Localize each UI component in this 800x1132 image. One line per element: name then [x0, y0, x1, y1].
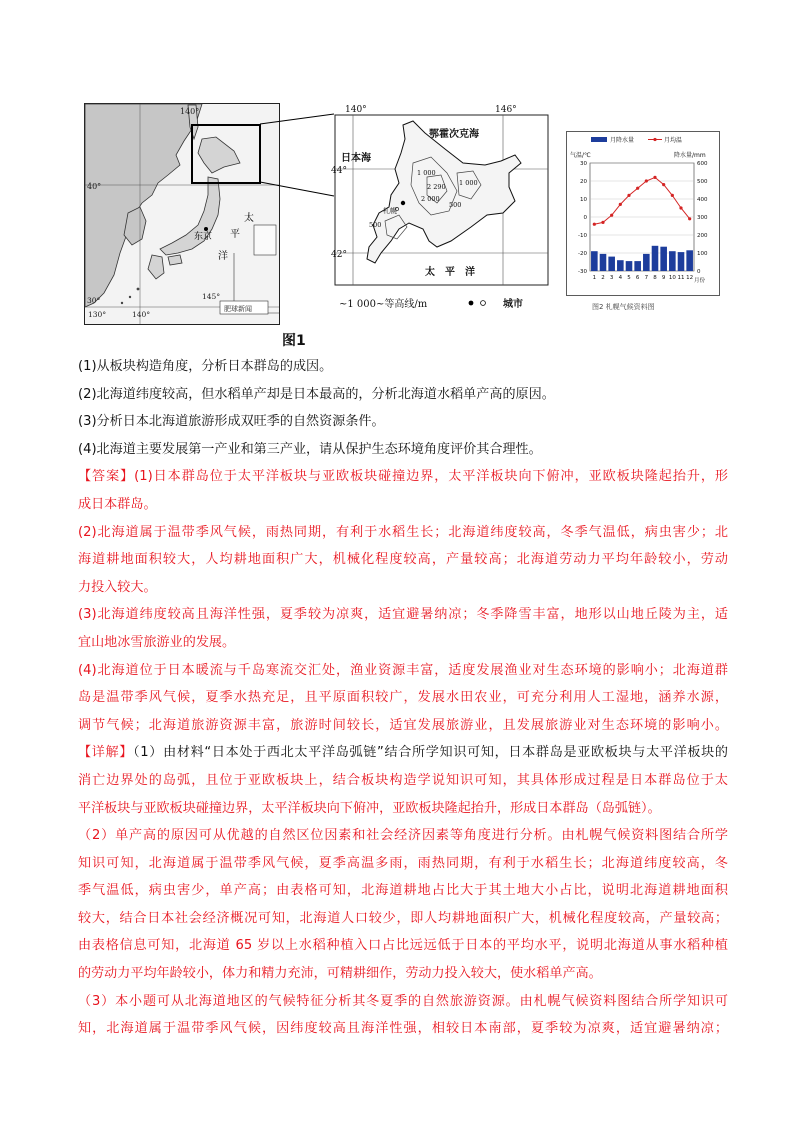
climate-x-unit: 月份 [694, 278, 706, 284]
answer-line: 宜山地冰雪旅游业的发展。 [78, 634, 236, 650]
climate-y-left-label: 气温/℃ [570, 152, 591, 159]
map1-lat-left: 40° [87, 182, 102, 191]
sapporo-climate-chart [566, 131, 720, 315]
detail-line: （3）本小题可从北海道地区的气候特征分析其冬夏季的自然旅游资源。由札幌气候资料图结合所学知识可 [78, 993, 728, 1009]
map1-lon-bottom-1: 130° [88, 310, 107, 319]
detail-line: 由表格信息可知，北海道 65 岁以上水稻种植入口占比远远低于日本的平均水平，说明北海道从事水稻种植 [78, 938, 728, 954]
map2-lon-left: 140° [345, 105, 367, 115]
detail-line: 平洋板块与亚欧板块碰撞边界，太平洋板块向下俯冲，亚欧板块隆起抬升，形成日本群岛（岛弧链）。 [78, 800, 661, 816]
answer-line: (3)北海道纬度较高且海洋性强，夏季较为凉爽，适宜避暑纳凉；冬季降雪丰富，地形以山地丘陵为主，适 [78, 607, 728, 623]
climate-legend-temp: 月均温 [664, 137, 683, 144]
temp-point [688, 217, 691, 220]
question-4: (4)北海道主要发展第一产业和第三产业，请从保护生态环境角度评价其合理性。 [78, 441, 542, 457]
x-tick-label: 8 [653, 275, 657, 281]
x-tick-label: 12 [686, 275, 694, 281]
precip-bar [617, 260, 624, 271]
map1-lon-top: 140° [180, 107, 200, 116]
x-tick-label: 10 [668, 275, 676, 281]
precip-bar [626, 261, 633, 271]
precip-bar [660, 247, 667, 271]
detail-line: 的劳动力平均年龄较小，体力和精力充沛，可精耕细作，劳动力投入较大，使水稻单产高。 [78, 966, 602, 982]
figure-label: 图1 [282, 333, 306, 349]
hokkaido-map [333, 103, 550, 313]
climate-caption: 图2 札幌气候资料图 [592, 303, 655, 311]
temp-point [662, 183, 665, 186]
x-tick-label: 5 [627, 275, 631, 281]
climate-legend-precip: 月降水量 [610, 137, 635, 144]
map1-lat-bottom: 30° [87, 296, 101, 305]
climate-y-right-label: 降水量/mm [674, 152, 706, 159]
y-right-tick-label: 200 [697, 233, 708, 239]
answer-line: 【答案】(1)日本群岛位于太平洋板块与亚欧板块碰撞边界，太平洋板块向下俯冲，亚欧板块隆起抬升，形 [78, 469, 729, 485]
japan-region-map [84, 103, 280, 325]
temp-point [679, 206, 682, 209]
map2-contour-label: 1 000 [417, 169, 436, 177]
temp-point [636, 187, 639, 190]
map1-ocean-char-2: 平 [230, 229, 240, 240]
map2-contour-label: 2 000 [421, 195, 440, 203]
map1-source-label: 肥球新闻 [224, 305, 252, 313]
temp-point [671, 194, 674, 197]
y-right-tick-label: 500 [697, 179, 708, 185]
detail-line: 季气温低，病虫害少，单产高；由表格可知，北海道耕地占比大于其土地大小占比，说明北海道耕地面积 [78, 883, 728, 899]
map2-lat-bottom: 42° [331, 250, 347, 260]
temp-point [627, 194, 630, 197]
answer-line: (4)北海道位于日本暖流与千岛寒流交汇处，渔业资源丰富，适度发展渔业对生态环境的影响小；北海道群 [78, 662, 728, 678]
temp-point [601, 221, 604, 224]
map2-legend-contour: ~1 000~等高线/m [339, 299, 428, 310]
map2-lat-top: 44° [331, 166, 347, 176]
detail-tag: 【详解】 [78, 745, 134, 761]
y-right-tick-label: 400 [697, 197, 708, 203]
map2-contour-label: 500 [369, 221, 382, 229]
map1-lon-bottom-3: 145° [202, 292, 221, 301]
map1-ocean-char-1: 太 [244, 213, 254, 224]
map2-contour-label: 1 000 [459, 179, 478, 187]
map2-lon-right: 146° [495, 105, 517, 115]
map2-legend-city: 城市 [503, 299, 523, 310]
detail-line: （2）单产高的原因可从优越的自然区位因素和社会经济因素等角度进行分析。由札幌气候资料图结合所学 [78, 828, 728, 844]
y-left-tick-label: -30 [578, 269, 587, 275]
precip-bar [686, 250, 693, 271]
x-tick-label: 11 [677, 275, 685, 281]
map1-ocean-char-3: 洋 [218, 251, 228, 262]
x-tick-label: 9 [661, 275, 666, 281]
y-left-tick-label: 0 [583, 215, 587, 221]
x-tick-label: 4 [618, 275, 623, 281]
map2-contour-label: 2 290 [427, 183, 446, 191]
answer-line: 调节气候；北海道旅游资源丰富，旅游时间较长，适宜发展旅游业，且发展旅游业对生态环境的影响小。 [78, 717, 728, 733]
precip-bar [634, 261, 641, 271]
map2-sea-west: 日本海 [341, 153, 371, 164]
y-right-tick-label: 600 [697, 161, 708, 167]
y-left-tick-label: 20 [580, 179, 587, 185]
x-tick-label: 1 [592, 275, 597, 281]
detail-line: 较大，结合日本社会经济概况可知，北海道人口较少，即人均耕地面积广大，机械化程度较高，产量较高； [78, 910, 728, 926]
detail-line: 知识可知，北海道属于温带季风气候，夏季高温多雨，雨热同期，有利于水稻生长；北海道纬度较高，冬 [78, 855, 728, 871]
temp-point [619, 203, 622, 206]
y-left-tick-label: 30 [580, 161, 587, 167]
y-left-tick-label: 10 [580, 197, 587, 203]
precip-bar [608, 257, 615, 271]
question-3: (3)分析日本北海道旅游形成双旺季的自然资源条件。 [78, 414, 385, 430]
answer-tag: 【答案】 [78, 469, 135, 485]
map2-city-sapporo: 札幌 [383, 207, 397, 215]
question-2: (2)北海道纬度较高，但水稻单产却是日本最高的，分析北海道水稻单产高的原因。 [78, 386, 555, 402]
map2-ocean-south: 太 平 洋 [425, 267, 475, 278]
precip-bar [669, 251, 676, 271]
map2-contour-label: 500 [449, 201, 462, 209]
answer-line: (2)北海道属于温带季风气候，雨热同期，有利于水稻生长；北海道纬度较高，冬季气温低，病虫害少；北 [78, 524, 728, 540]
y-right-tick-label: 100 [697, 251, 708, 257]
map2-sea-north: 鄂霍次克海 [429, 129, 479, 140]
answer-line: 成日本群岛。 [78, 496, 157, 512]
map1-lon-bottom-2: 140° [132, 310, 151, 319]
y-right-tick-label: 0 [697, 269, 701, 275]
question-1: (1)从板块构造角度，分析日本群岛的成因。 [78, 359, 333, 374]
precip-bar [678, 252, 685, 271]
x-tick-label: 3 [609, 275, 614, 281]
map1-city-tokyo: 东京 [194, 232, 213, 242]
x-tick-label: 7 [644, 275, 649, 281]
temp-point [593, 223, 596, 226]
precip-bar [643, 254, 650, 271]
answer-line: 岛是温带季风气候，夏季水热充足，且平原面积较广，发展水田农业，可充分利用人工湿地，涵养水源， [78, 690, 728, 706]
temp-point [645, 179, 648, 182]
answer-line: 海道耕地面积较大，人均耕地面积广大，机械化程度较高，产量较高；北海道劳动力平均年龄较小，劳动 [78, 552, 728, 568]
precip-bar [591, 251, 598, 271]
x-tick-label: 2 [601, 275, 605, 281]
precip-bar [600, 254, 607, 271]
document-body [78, 353, 728, 1043]
detail-line: 消亡边界处的岛弧，且位于亚欧板块上，结合板块构造学说知识可知，其具体形成过程是日本群岛位于太 [78, 772, 728, 788]
detail-line: 知，北海道属于温带季风气候，因纬度较高且海洋性强，相较日本南部，夏季较为凉爽，适宜避暑纳凉； [78, 1021, 728, 1037]
y-right-tick-label: 300 [697, 215, 708, 221]
precip-bar [652, 246, 659, 271]
y-left-tick-label: -20 [578, 251, 587, 257]
zoom-connector [258, 110, 338, 200]
temp-point [610, 214, 613, 217]
answer-line: 力投入较大。 [78, 579, 157, 595]
x-tick-label: 6 [635, 275, 640, 281]
y-left-tick-label: -10 [578, 233, 587, 239]
sapporo-city-marker [401, 201, 405, 205]
detail-line: 【详解】（1）由材料“日本处于西北太平洋岛弧链”结合所学知识可知，日本群岛是亚欧板块与太平洋板块的 [78, 745, 728, 761]
temp-point [653, 176, 656, 179]
